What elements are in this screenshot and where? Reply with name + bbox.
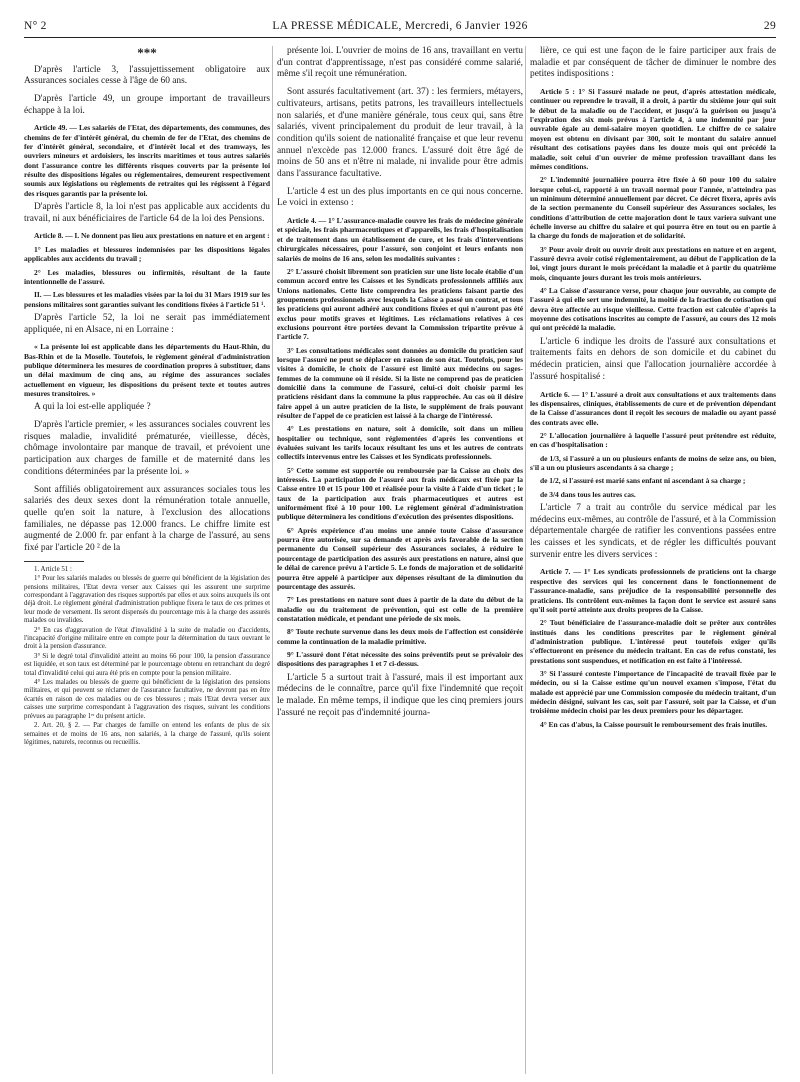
paragraph: Sont affiliés obligatoirement aux assurances sociales tous les salariés des deux sexes dont la rémunération totale annuelle, quelle qu'en soit la nature, à l'exclusion des allocations familiales, ne dépasse pas 12.000 francs. Le chiffre limite est augmenté de 2.000 fr. par enfant à la charge de l'assuré, au sens fixé par l'article 20 ² de la	[24, 484, 270, 554]
paragraph: de 1/3, si l'assuré a un ou plusieurs enfants de moins de seize ans, ou bien, s'il a un ou plusieurs ascendants à sa charge ;	[530, 453, 776, 472]
paragraph: 2° L'indemnité journalière pourra être fixée à 60 pour 100 du salaire lorsque celui-ci, rapporté à un travail normal pour l'année, n'atteindra pas un minimum déterminé annuellement par décret. Ce décret fixera, après avis de la section permanente du Conseil supérieur des Assurances sociales, les conditions d'attribution de cette majoration dont le taux variera suivant une échelle inverse au chiffre du salaire et qui pourra être en tout ou en partie à la charge du fonds de majoration et de solidarité.	[530, 175, 776, 241]
paragraph: 3° Pour avoir droit ou ouvrir droit aux prestations en nature et en argent, l'assuré devra avoir cotisé réglementairement, au début de l'application de la loi, vingt jours durant le mois précédant la maladie et à partir du quatrième mois, cinquante jours durant les trois mois antérieurs.	[530, 244, 776, 282]
paragraph: de 3/4 dans tous les autres cas.	[540, 489, 636, 499]
paragraph: L'article 5 a surtout trait à l'assuré, mais il est important aux médecins de le connaître, parce qu'il fixe l'indemnité que reçoit le malade. En même temps, il indique que les cinq premiers jours l'assuré ne reçoit pas d'indemnité journa-	[277, 672, 523, 718]
footnote: 2. Art. 20, § 2. — Par charges de famille on entend les enfants de plus de six semaines et de moins de 16 ans, non salariés, à la charge de l'assuré, qu'ils soient légitimes, naturels, reconnus ou recueillis.	[24, 722, 270, 746]
paragraph: L'article 4 est un des plus importants en ce qui nous concerne. Le voici in extenso :	[277, 186, 523, 209]
paragraph: 2° Tout bénéficiaire de l'assurance-maladie doit se prêter aux contrôles institués dans les conditions prescrites par le règlement général d'administration publique. L'intéressé peut toutefois exiger qu'ils s'effectueront en présence du médecin traitant. En cas de refus constaté, les prestations sont suspendues, et notification en est faite à l'intéressé.	[530, 618, 776, 665]
paragraph: Article 4. — 1° L'assurance-maladie couvre les frais de médecine générale et spéciale, les frais pharmaceutiques et d'appareils, les frais d'hospitalisation et de traitement dans un établissement de cure, et les frais d'interventions chirurgicales nécessaires, pour l'assuré, son conjoint et leurs enfants non salariés de moins de 16 ans, selon les modalités suivantes :	[277, 216, 523, 263]
column-3	[530, 46, 776, 1076]
footnote: 2° En cas d'aggravation de l'état d'invalidité à la suite de maladie ou d'accidents, l'incapacité d'origine militaire entre en compte pour la détermination du taux ouvrant le droit à la pension d'assurance.	[24, 626, 270, 651]
column-2	[277, 46, 523, 1076]
paragraph: L'article 7 a trait au contrôle du service médical par les médecins eux-mêmes, au contrôle de l'assuré, et à la Commission départementale chargée de ratifier les conventions passées entre les caisses et les syndicats, et de régler les difficultés pouvant survenir entre les divers services :	[530, 502, 776, 560]
paragraph: Article 7. — 1° Les syndicats professionnels de praticiens ont la charge respective des services qui les concernent dans le fonctionnement de l'assurance-maladie, sans préjudice de la responsabilité personnelle des praticiens. Ils contrôlent eux-mêmes la façon dont le service est assuré sans qu'il soit porté atteinte aux droits propres de la Caisse.	[530, 567, 776, 614]
paragraph: 1° Les maladies et blessures indemnisées par les dispositions légales applicables aux accidents du travail ;	[24, 244, 270, 264]
paragraph: 4° Les prestations en nature, soit à domicile, soit dans un milieu hospitalier ou technique, sont réglementées d'après les conventions et évaluées suivant les tarifs locaux résultant les uns et les autres de contrats collectifs intervenus entre les Caisses et les Syndicats professionnels.	[277, 424, 523, 462]
footnote: 1° Pour les salariés malades ou blessés de guerre qui bénéficient de la législation des pensions militaires, l'Etat devra verser aux Caisses qui les assurent une surprime correspondant à l'aggravation des risques supportés par elles et aux soins auxquels ils ont déjà droit. Le règlement général d'administration publique fixera le taux de ces primes et leur mode de versement. Ils seront dispensés du pourcentage mis à la charge des assurés malades ou invalides.	[24, 575, 270, 625]
paragraph: 8° Toute rechute survenue dans les deux mois de l'affection est considérée comme la continuation de la maladie primitive.	[277, 627, 523, 646]
column-1	[24, 46, 270, 1076]
paragraph: II. — Les blessures et les maladies visées par la loi du 31 Mars 1919 sur les pensions militaires sont garanties suivant les conditions fixées à l'article 51 ¹.	[24, 290, 270, 309]
footnote: 4° Les malades ou blessés de guerre qui bénéficient de la législation des pensions militaires, et qui peuvent se réclamer de l'assurance facultative, ne devront pas en être écartés en raison de ces maladies ou de ces blessures ; mais l'Etat devra verser aux caisses une surprime correspondant à l'aggravation des risques, suivant les conditions prévues au paragraphe 1ᵉʳ du présent article.	[24, 679, 270, 720]
paragraph: A qui la loi est-elle appliquée ?	[34, 402, 151, 413]
paragraph: Article 5 : 1° Si l'assuré malade ne peut, d'après attestation médicale, continuer ou reprendre le travail, il a droit, à partir du sixième jour qui suit le début de la maladie ou de l'accident, et jusqu'à la guérison ou jusqu'à l'expiration des six mois prévus à l'article 4, à une indemnité par jour ouvrable égale au demi-salaire moyen quotidien. Le chiffre de ce salaire moyen est obtenu en divisant par 300, soit le montant du salaire annuel résultant des cotisations payées dans les douze mois qui ont précédé la maladie, soit celui d'un ouvrier de même profession travaillant dans les mêmes conditions.	[530, 87, 776, 171]
paragraph: D'après l'article 52, la loi ne serait pas immédiatement appliquée, ni en Alsace, ni en Lorraine :	[24, 312, 270, 335]
paragraph: 2° Les maladies, blessures ou infirmités, résultant de la faute intentionnelle de l'assuré.	[24, 267, 270, 286]
column-1-body	[24, 65, 270, 555]
paragraph: 4° La Caisse d'assurance verse, pour chaque jour ouvrable, au compte de l'assuré à qui elle sert une indemnité, la moitié de la fraction de cotisation qui devra être affectée au risque vieillesse. Cette fraction est calculée d'après la moyenne des cotisations inscrites au compte de l'assuré, au cours des 12 mois qui ont précédé la maladie.	[530, 285, 776, 333]
paragraph: lière, ce qui est une façon de le faire participer aux frais de maladie et par conséquent de tâcher de diminuer le nombre des petites indispositions :	[530, 46, 776, 80]
asterism: ***	[137, 46, 157, 60]
page-number: 29	[763, 20, 776, 32]
paragraph: 7° Les prestations en nature sont dues à partir de la date du début de la maladie ou du traitement de prévention, qui est celle de la première constatation médicale, et pendant une période de six mois.	[277, 595, 523, 623]
paragraph: 9° L'assuré dont l'état nécessite des soins préventifs peut se prévaloir des dispositions des paragraphes 1 et 7 ci-dessus.	[277, 649, 523, 669]
paragraph: présente loi. L'ouvrier de moins de 16 ans, travaillant en vertu d'un contrat d'apprentissage, n'est pas considéré comme salarié, même s'il reçoit une rémunération.	[277, 46, 523, 80]
paragraph: 3° Si l'assuré conteste l'importance de l'incapacité de travail fixée par le médecin, ou si la Caisse estime qu'un nouvel examen s'impose, l'état du malade est apprécié par une Commission composée du médecin traitant, d'un médecin désigné, suivant les cas, soit par l'assuré, soit par la Caisse, et d'un troisième médecin choisi par les deux premiers pour les départager.	[530, 668, 776, 716]
paragraph: Sont assurés facultativement (art. 37) : les fermiers, métayers, cultivateurs, artisans, petits patrons, les travailleurs intellectuels non salariés, et d'une manière générale, tous ceux qui, sans être salariés, vivent principalement du produit de leur travail, à la condition qu'ils soient de nationalité française et que leur revenu annuel n'excède pas 12.000 francs. L'assuré doit être âgé de moins de 50 ans et n'être ni malade, ni invalide pour être admis dans l'assurance facultative.	[277, 87, 523, 180]
paragraph: D'après l'article 8, la loi n'est pas applicable aux accidents du travail, ni aux bénéficiaires de l'article 64 de la loi des Pensions.	[24, 202, 270, 224]
paragraph: D'après l'article premier, « les assurances sociales couvrent les risques maladie, invalidité prématurée, vieillesse, décès, chômage involontaire par manque de travail, et prévoient une participation aux charges de famille et de maternité dans les conditions déterminées par la présente loi. »	[24, 420, 270, 477]
paragraph: 4° En cas d'abus, la Caisse poursuit le remboursement des frais inutiles.	[540, 719, 768, 729]
column-3-body	[530, 46, 776, 729]
paragraph: Article 49. — Les salariés de l'Etat, des départements, des communes, des chemins de fer d'intérêt général, du chemin de fer de l'Etat, des chemins de fer d'intérêt général, secondaire, et d'intérêt local et des tramways, les ouvriers mineurs et ardoisiers, les inscrits maritimes et tous autres salariés dont l'assurance contre les différents risques couverts par la présente loi résulte des dispositions légales ou réglementaires, demeurent respectivement soumis aux législations ou règlements de retraites qui les régissent à l'égard des risques garantis par la présente loi.	[24, 123, 270, 198]
footnote: 3° Si le degré total d'invalidité atteint au moins 66 pour 100, la pension d'assurance est liquidée, et son taux est déterminé par le pourcentage obtenu en retranchant du degré total d'invalidité celui qui aura été pris en compte pour la pension militaire.	[24, 652, 270, 677]
paragraph: « La présente loi est applicable dans les départements du Haut-Rhin, du Bas-Rhin et de la Moselle. Toutefois, le règlement général d'administration publique déterminera les mesures de coordination propres à substituer, dans un délai maximum de cinq ans, au régime des assurances sociales actuellement en vigueur, les dispositions du présent texte et toutes autres mesures transitoires. »	[24, 342, 270, 398]
paragraph: 3° Les consultations médicales sont données au domicile du praticien sauf lorsque l'assuré ne peut se déplacer en raison de son état. Toutefois, pour les visites à domicile, le choix de l'assuré est limité aux médecins ou sages-femmes de la commune où il réside. Si la liste ne comprend pas de praticien domicilié dans la commune de l'assuré, celui-ci doit choisir parmi les praticiens résidant dans la commune la plus rapprochée. Au cas où il désire faire appel à un autre praticien de la liste, le supplément de frais pouvant résulter de l'appel de ce praticien est laissé à la charge de l'intéressé.	[277, 345, 523, 421]
paragraph: 6° Après expérience d'au moins une année toute Caisse d'assurance pourra être autorisée, sur sa demande et après avis favorable de la section permanente du Conseil supérieur des Assurances sociales, à réduire le pourcentage de participation des assurés aux prestations en nature, ainsi que le délai de carence prévu à l'article 5. Le fonds de majoration et de solidarité pourra être appelé à participer aux dépenses résultant de la diminution du pourcentage des assurés.	[277, 525, 523, 591]
paragraph: D'après l'article 49, un groupe important de travailleurs échappe à la loi.	[24, 93, 270, 116]
footnote-rule	[24, 561, 84, 562]
column-divider	[525, 46, 526, 1074]
paragraph: D'après l'article 3, l'assujettissement obligatoire aux Assurances sociales cesse à l'âge de 60 ans.	[24, 64, 270, 87]
paragraph: L'article 6 indique les droits de l'assuré aux consultations et traitements faits en dehors de son domicile et du cabinet du médecin praticien, ainsi que l'allocation journalière accordée à l'assuré hospitalisé :	[530, 336, 776, 382]
journal-title: LA PRESSE MÉDICALE, Mercredi, 6 Janvier 1926	[272, 20, 528, 32]
paragraph: 2° L'allocation journalière à laquelle l'assuré peut prétendre est réduite, en cas d'hospitalisation :	[530, 430, 776, 450]
column-divider	[272, 46, 273, 1074]
page-header	[24, 20, 776, 34]
issue-number: N° 2	[24, 20, 47, 32]
header-rule	[24, 37, 776, 38]
paragraph: Article 6. — 1° L'assuré a droit aux consultations et aux traitements dans les dispensaires, cliniques, établissements de cure et de prévention dépendant de la Caisse d'assurances dont il reçoit les secours de maladie ou ayant passé des contrats avec elle.	[530, 389, 776, 427]
paragraph: 5° Cette somme est supportée ou remboursée par la Caisse au choix des intéressés. La participation de l'assuré aux frais médicaux est fixée par la Caisse entre 10 et 15 pour 100 et réalisée pour la visite à l'aide d'un ticket ; le taux de la participation aux frais pharmaceutiques et autres est uniformément fixé à 10 pour 100. Le règlement général d'administration publique déterminera les conditions d'exécution des présentes dispositions.	[277, 465, 523, 522]
paragraph: 2° L'assuré choisit librement son praticien sur une liste locale établie d'un commun accord entre les Caisses et les Syndicats professionnels affiliés aux Unions nationales. Cette liste comprendra les praticiens faisant partie des groupements professionnels avec lesquels la Caisse a passé un contrat, et tous les praticiens qui auront adhéré aux conditions fixées et qui n'auront pas été exclus pour motifs graves et légitimes. Les réclamations relatives à ces exclusions pourront être portées devant la Commission tripartite prévue à l'article 7.	[277, 266, 523, 342]
footnotes	[24, 566, 270, 748]
footnote: 1. Article 51 :	[34, 565, 72, 573]
column-2-body	[277, 46, 523, 719]
paragraph: de 1/2, si l'assuré est marié sans enfant ni ascendant à sa charge ;	[540, 476, 746, 486]
paragraph: Article 8. — I. Ne donnent pas lieu aux prestations en nature et en argent :	[34, 231, 270, 241]
